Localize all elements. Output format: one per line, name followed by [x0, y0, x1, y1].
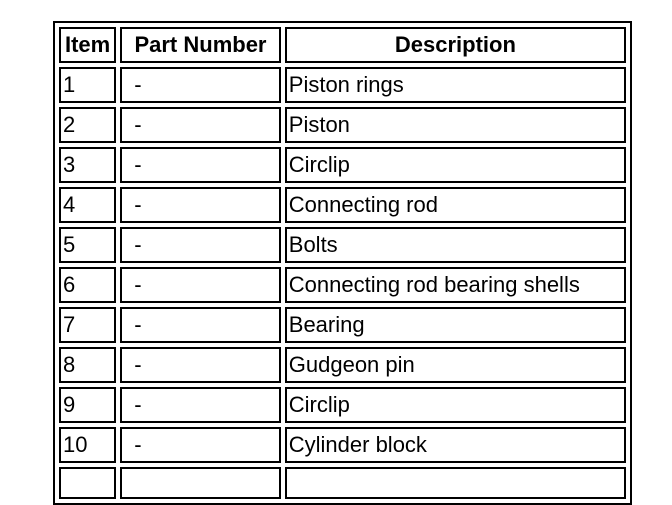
description-cell: Circlip — [285, 387, 626, 423]
item-cell: 5 — [59, 227, 116, 263]
table-row — [59, 67, 626, 103]
part-number-cell: - — [120, 347, 281, 383]
item-cell — [59, 467, 116, 499]
item-cell: 10 — [59, 427, 116, 463]
part-number-cell: - — [120, 67, 281, 103]
description-cell: Circlip — [285, 147, 626, 183]
table-row — [59, 107, 626, 143]
part-number-cell: - — [120, 187, 281, 223]
part-number-cell — [120, 467, 281, 499]
table-row — [59, 387, 626, 423]
description-cell: Connecting rod — [285, 187, 626, 223]
part-number-cell: - — [120, 387, 281, 423]
item-cell: 6 — [59, 267, 116, 303]
table-row — [59, 147, 626, 183]
table-row-partial — [59, 467, 626, 499]
description-cell: Bearing — [285, 307, 626, 343]
description-cell — [285, 467, 626, 499]
table-row — [59, 267, 626, 303]
item-cell: 9 — [59, 387, 116, 423]
part-number-cell: - — [120, 227, 281, 263]
part-number-cell: - — [120, 307, 281, 343]
item-cell: 1 — [59, 67, 116, 103]
item-cell: 8 — [59, 347, 116, 383]
part-number-cell: - — [120, 267, 281, 303]
column-header-description: Description — [285, 27, 626, 63]
description-cell: Gudgeon pin — [285, 347, 626, 383]
table-row — [59, 227, 626, 263]
item-cell: 4 — [59, 187, 116, 223]
description-cell: Piston — [285, 107, 626, 143]
item-cell: 3 — [59, 147, 116, 183]
table-header-row — [59, 27, 626, 63]
description-cell: Cylinder block — [285, 427, 626, 463]
parts-table — [53, 21, 632, 505]
table-row — [59, 307, 626, 343]
description-cell: Piston rings — [285, 67, 626, 103]
item-cell: 2 — [59, 107, 116, 143]
column-header-part-number: Part Number — [120, 27, 281, 63]
item-cell: 7 — [59, 307, 116, 343]
description-cell: Bolts — [285, 227, 626, 263]
part-number-cell: - — [120, 107, 281, 143]
table-row — [59, 427, 626, 463]
table-row — [59, 347, 626, 383]
part-number-cell: - — [120, 427, 281, 463]
table-row — [59, 187, 626, 223]
column-header-item: Item — [59, 27, 116, 63]
description-cell: Connecting rod bearing shells — [285, 267, 626, 303]
table-body — [59, 67, 626, 499]
part-number-cell: - — [120, 147, 281, 183]
